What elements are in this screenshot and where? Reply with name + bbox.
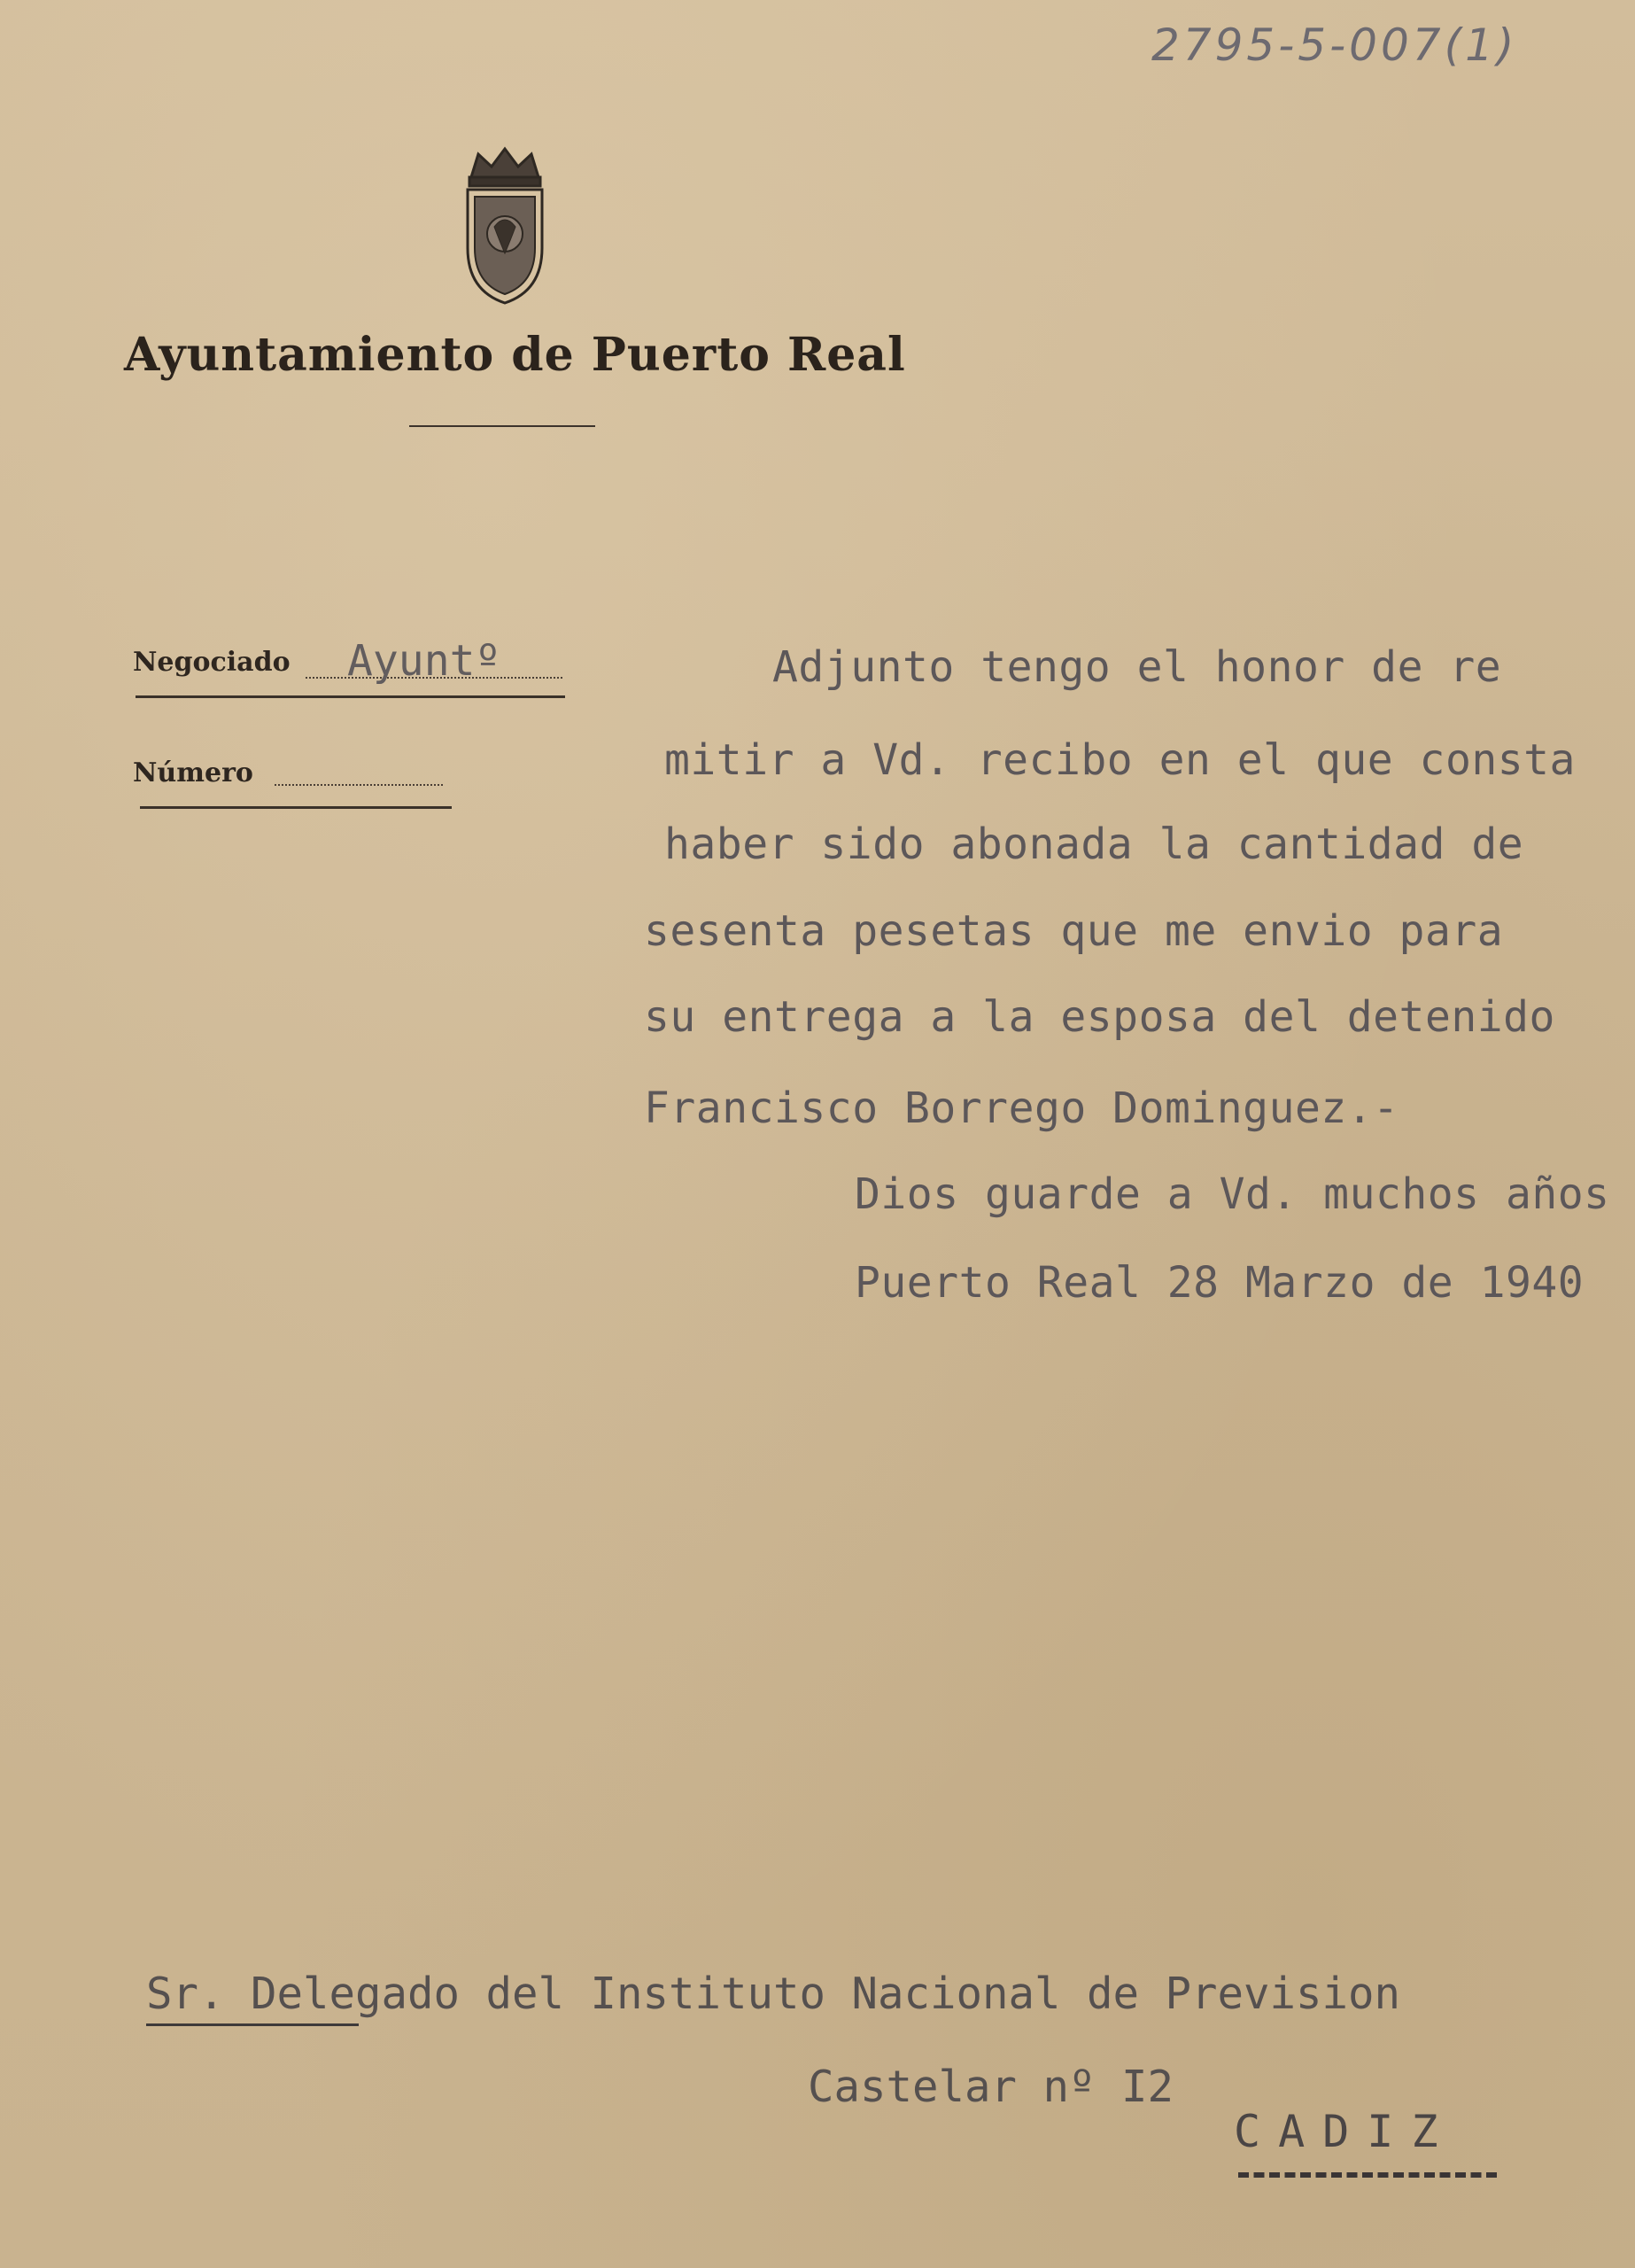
city-underline	[1238, 2172, 1497, 2178]
body-line-6: Francisco Borrego Dominguez.-	[644, 1084, 1399, 1133]
numero-label: Número	[133, 757, 253, 788]
body-line-5: su entrega a la esposa del detenido	[644, 992, 1555, 1042]
addressee-underline	[146, 2023, 359, 2026]
letterhead-divider	[409, 425, 595, 427]
numero-underline	[140, 806, 452, 809]
addressee-line: Sr. Delegado del Instituto Nacional de Prevision	[146, 1969, 1401, 2019]
coat-of-arms-icon	[452, 142, 558, 310]
negociado-underline	[136, 695, 565, 698]
letterhead-title: Ayuntamiento de Puerto Real	[124, 328, 906, 382]
archive-reference: 2795-5-007(1)	[1151, 19, 1518, 71]
numero-dotted-line	[275, 784, 443, 786]
body-line-4: sesenta pesetas que me envio para	[644, 906, 1504, 956]
body-line-2: mitir a Vd. recibo en el que consta	[664, 735, 1576, 785]
date-line: Puerto Real 28 Marzo de 1940	[855, 1258, 1585, 1308]
closing-line: Dios guarde a Vd. muchos años	[855, 1169, 1610, 1219]
city-line: CADIZ	[1234, 2106, 1456, 2157]
negociado-label: Negociado	[133, 647, 291, 678]
body-line-3: haber sido abonada la cantidad de	[664, 819, 1524, 869]
street-line: Castelar nº I2	[808, 2062, 1174, 2112]
body-line-1: Adjunto tengo el honor de re	[772, 642, 1502, 692]
negociado-value: Ayuntº	[347, 636, 501, 686]
